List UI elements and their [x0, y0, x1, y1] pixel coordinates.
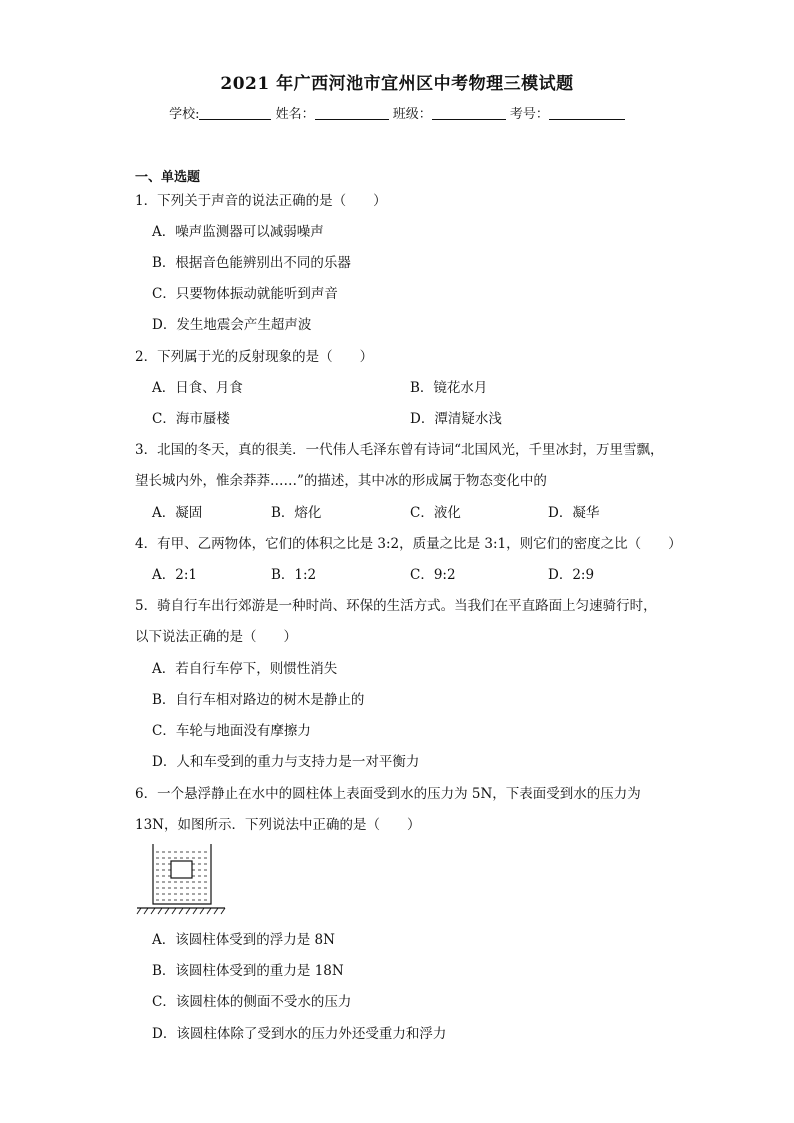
section-heading: 一、单选题 [135, 170, 201, 185]
question-6-option-b: B．该圆柱体受到的重力是 18N [152, 963, 344, 979]
number-blank[interactable] [549, 107, 625, 120]
question-6-option-a: A．该圆柱体受到的浮力是 8N [152, 932, 335, 948]
number-label: 考号： [509, 107, 549, 122]
question-5-option-b: B．自行车相对路边的树木是静止的 [152, 692, 365, 708]
question-4-option-b: B．1:2 [271, 567, 317, 583]
question-1-option-b: B．根据音色能辨别出不同的乐器 [152, 255, 351, 271]
question-5-option-c: C．车轮与地面没有摩擦力 [152, 723, 311, 739]
question-3-stem-line-1: 3．北国的冬天，真的很美．一代伟人毛泽东曾有诗词“北国风光，千里冰封，万里雪飘， [135, 442, 664, 458]
question-3-option-a: A．凝固 [152, 505, 203, 521]
question-5-stem-line-2: 以下说法正确的是（ ） [135, 629, 297, 645]
question-5-stem-line-1: 5．骑自行车出行郊游是一种时尚、环保的生活方式。当我们在平直路面上匀速骑行时， [135, 598, 657, 614]
cylinder-block [171, 861, 192, 878]
question-4-option-d: D．2:9 [548, 567, 595, 583]
question-5-option-d: D．人和车受到的重力与支持力是一对平衡力 [152, 754, 420, 770]
question-2-option-d: D．潭清疑水浅 [410, 411, 502, 427]
question-4-option-c: C．9:2 [410, 567, 456, 583]
question-4-option-a: A．2:1 [152, 567, 197, 583]
school-label: 学校: [169, 107, 200, 122]
question-3-option-c: C．液化 [410, 505, 461, 521]
page-title: 2021 年广西河池市宜州区中考物理三模试题 [220, 74, 574, 94]
class-blank[interactable] [432, 107, 506, 120]
beaker-figure [135, 842, 227, 920]
question-1-stem: 1．下列关于声音的说法正确的是（ ） [135, 193, 387, 209]
question-2-option-a: A．日食、月食 [152, 380, 243, 396]
question-6-stem-line-2: 13N，如图所示．下列说法中正确的是（ ） [135, 817, 421, 833]
question-2-stem: 2．下列属于光的反射现象的是（ ） [135, 349, 374, 365]
question-2-option-b: B．镜花水月 [410, 380, 488, 396]
class-label: 班级： [392, 107, 432, 122]
question-3-stem-line-2: 望长城内外，惟余莽莽……”的描述，其中冰的形成属于物态变化中的 [135, 473, 547, 489]
name-label: 姓名： [275, 107, 315, 122]
question-1-option-c: C．只要物体振动就能听到声音 [152, 286, 338, 302]
question-1-option-a: A．噪声监测器可以减弱噪声 [152, 224, 324, 240]
question-6-option-d: D．该圆柱体除了受到水的压力外还受重力和浮力 [152, 1026, 447, 1042]
question-4-stem: 4．有甲、乙两物体，它们的体积之比是 3:2，质量之比是 3:1，则它们的密度之比（ ） [135, 536, 682, 552]
question-2-option-c: C．海市蜃楼 [152, 411, 230, 427]
question-3-option-b: B．熔化 [271, 505, 322, 521]
question-1-option-d: D．发生地震会产生超声波 [152, 317, 312, 333]
question-5-option-a: A．若自行车停下，则惯性消失 [152, 661, 338, 677]
name-blank[interactable] [315, 107, 389, 120]
school-blank[interactable] [199, 107, 271, 120]
question-6-stem-line-1: 6．一个悬浮静止在水中的圆柱体上表面受到水的压力为 5N，下表面受到水的压力为 [135, 786, 641, 802]
question-3-option-d: D．凝华 [548, 505, 600, 521]
question-6-option-c: C．该圆柱体的侧面不受水的压力 [152, 994, 352, 1010]
student-info-line [0, 103, 794, 122]
ground-hatch [137, 908, 225, 914]
